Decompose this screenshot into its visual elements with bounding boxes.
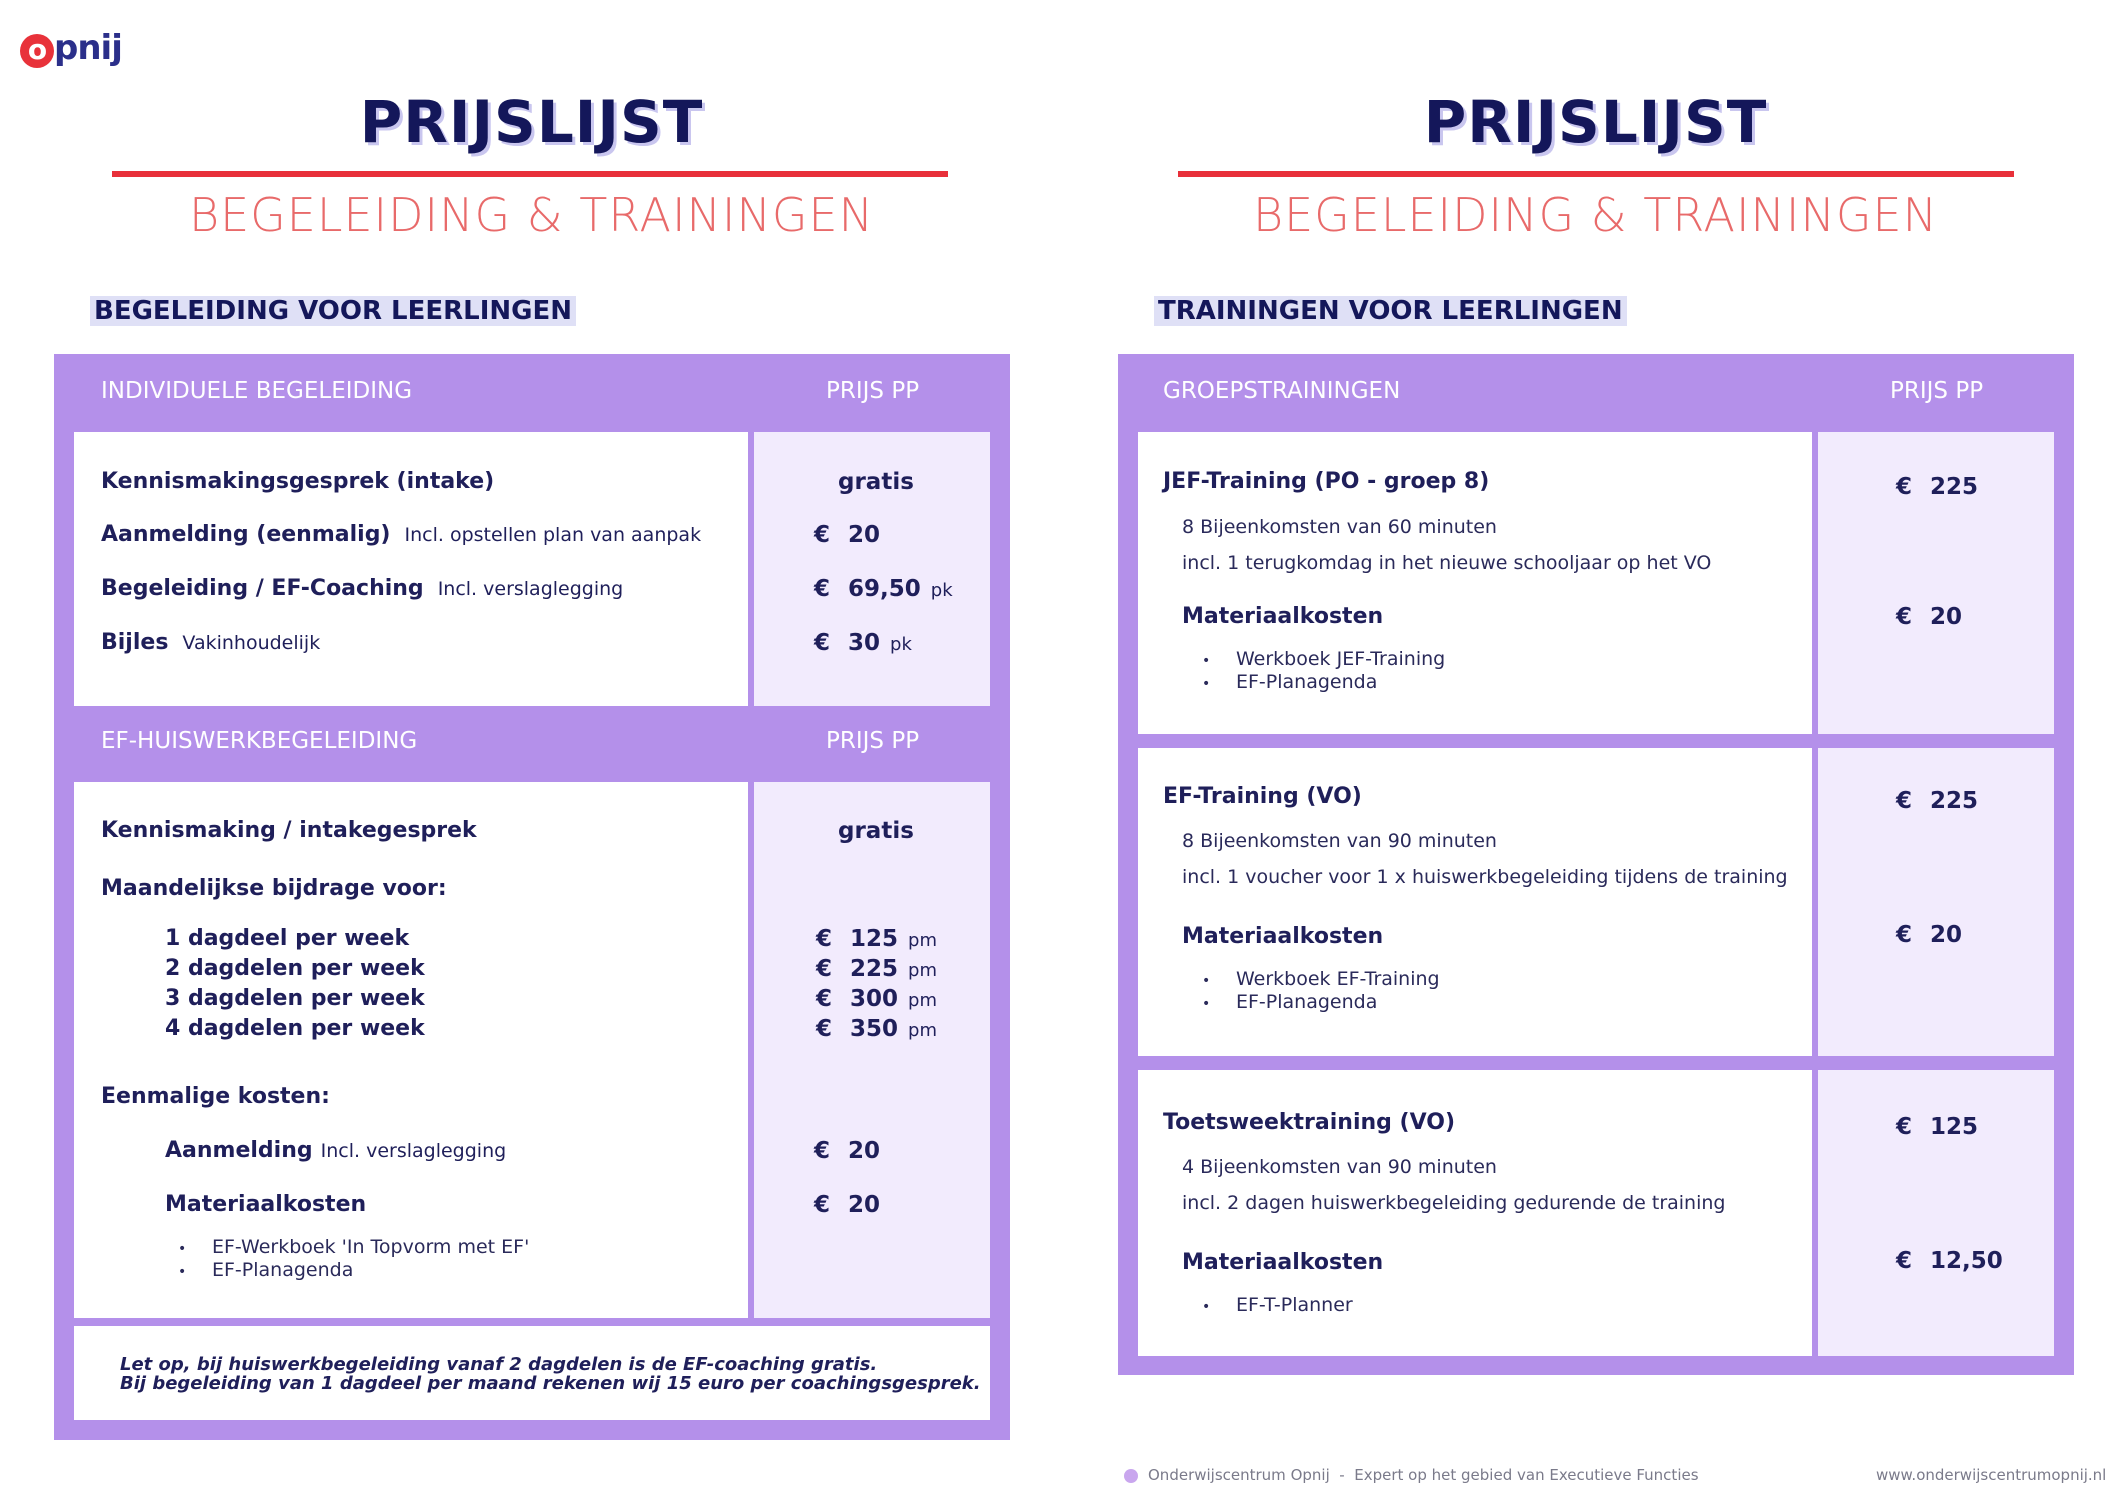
training-price: € 225	[1896, 474, 1979, 500]
materiaal-label: Materiaalkosten	[1182, 604, 1384, 629]
materiaal-label: Materiaalkosten	[1182, 924, 1384, 949]
materiaal-label: Materiaalkosten	[165, 1192, 367, 1217]
row-price: gratis	[838, 469, 914, 495]
row-price: € 20	[814, 522, 881, 548]
intake-label: Kennismaking / intakegesprek	[101, 818, 477, 843]
page-title: PRIJSLIJST	[359, 88, 704, 156]
logo-text: pnij	[54, 28, 122, 68]
row-label: Begeleiding / EF-Coaching Incl. verslaglegging	[101, 576, 624, 601]
training-name: Toetsweektraining (VO)	[1163, 1110, 1456, 1135]
monthly-item-price: € 300 pm	[816, 986, 937, 1012]
monthly-item-price: € 125 pm	[816, 926, 937, 952]
training-detail: 4 Bijeenkomsten van 90 minuten	[1182, 1156, 1497, 1178]
title-divider	[112, 171, 948, 177]
footer-url[interactable]: www.onderwijscentrumopnij.nl	[1876, 1466, 2107, 1484]
materiaal-item: • EF-Werkboek 'In Topvorm met EF'	[178, 1236, 529, 1258]
training-name: JEF-Training (PO - groep 8)	[1163, 469, 1490, 494]
materiaal-price: € 12,50	[1896, 1248, 2003, 1274]
begeleiding-panel	[54, 354, 1010, 1440]
price-header: PRIJS PP	[1890, 378, 1984, 404]
logo-o: o	[20, 34, 54, 68]
monthly-label: Maandelijkse bijdrage voor:	[101, 876, 447, 901]
footer-dot-icon	[1124, 1469, 1138, 1483]
materiaal-label: Materiaalkosten	[1182, 1250, 1384, 1275]
monthly-item-price: € 350 pm	[816, 1016, 937, 1042]
individuele-header: INDIVIDUELE BEGELEIDING	[101, 378, 413, 404]
huiswerk-price-cell	[754, 782, 990, 1318]
footer-tagline: Onderwijscentrum Opnij - Expert op het gebied van Executieve Functies	[1124, 1466, 1699, 1484]
training-price: € 225	[1896, 788, 1979, 814]
price-header: PRIJS PP	[826, 728, 920, 754]
training-detail: incl. 1 voucher voor 1 x huiswerkbegeleiding tijdens de training	[1182, 866, 1788, 888]
training-detail: incl. 2 dagen huiswerkbegeleiding gedurende de training	[1182, 1192, 1726, 1214]
materiaal-item: • EF-Planagenda	[1202, 991, 1377, 1013]
materiaal-item: • EF-Planagenda	[1202, 671, 1377, 693]
huiswerk-header: EF-HUISWERKBEGELEIDING	[101, 728, 418, 754]
training-price: € 125	[1896, 1114, 1979, 1140]
row-label: Aanmelding (eenmalig) Incl. opstellen plan van aanpak	[101, 522, 702, 547]
onetime-label: Eenmalige kosten:	[101, 1084, 330, 1109]
page-subtitle: BEGELEIDING & TRAININGEN	[188, 188, 875, 242]
monthly-item-price: € 225 pm	[816, 956, 937, 982]
row-label: Bijles Vakinhoudelijk	[101, 630, 321, 655]
monthly-item-label: 4 dagdelen per week	[165, 1016, 425, 1041]
note-line: Bij begeleiding van 1 dagdeel per maand rekenen wij 15 euro per coachingsgesprek.	[120, 1373, 981, 1394]
intake-price: gratis	[838, 818, 914, 844]
row-price: € 69,50 pk	[814, 576, 953, 602]
trainingen-panel	[1118, 354, 2074, 1375]
training-name: EF-Training (VO)	[1163, 784, 1362, 809]
materiaal-price: € 20	[814, 1192, 881, 1218]
monthly-item-label: 2 dagdelen per week	[165, 956, 425, 981]
row-label: Kennismakingsgesprek (intake)	[101, 469, 495, 494]
materiaal-price: € 20	[1896, 604, 1963, 630]
price-header: PRIJS PP	[826, 378, 920, 404]
row-price: € 30 pk	[814, 630, 912, 656]
training-detail: incl. 1 terugkomdag in het nieuwe schooljaar op het VO	[1182, 552, 1712, 574]
training-price-cell	[1818, 1070, 2054, 1356]
aanmelding-price: € 20	[814, 1138, 881, 1164]
title-divider	[1178, 171, 2014, 177]
section-heading: TRAININGEN VOOR LEERLINGEN	[1154, 296, 1627, 326]
monthly-item-label: 1 dagdeel per week	[165, 926, 410, 951]
training-detail: 8 Bijeenkomsten van 90 minuten	[1182, 830, 1497, 852]
monthly-item-label: 3 dagdelen per week	[165, 986, 425, 1011]
materiaal-item: • EF-Planagenda	[178, 1259, 353, 1281]
materiaal-item: • Werkboek JEF-Training	[1202, 648, 1445, 670]
section-heading: BEGELEIDING VOOR LEERLINGEN	[90, 296, 576, 326]
materiaal-item: • EF-T-Planner	[1202, 1294, 1353, 1316]
opnij-logo	[20, 28, 122, 68]
materiaal-price: € 20	[1896, 922, 1963, 948]
note-line: Let op, bij huiswerkbegeleiding vanaf 2 dagdelen is de EF-coaching gratis.	[120, 1354, 878, 1375]
aanmelding-label: Aanmelding Incl. verslaglegging	[165, 1138, 507, 1163]
materiaal-item: • Werkboek EF-Training	[1202, 968, 1440, 990]
training-detail: 8 Bijeenkomsten van 60 minuten	[1182, 516, 1497, 538]
groepstrainingen-header: GROEPSTRAININGEN	[1163, 378, 1401, 404]
page-subtitle: BEGELEIDING & TRAININGEN	[1252, 188, 1939, 242]
page-title: PRIJSLIJST	[1423, 88, 1768, 156]
